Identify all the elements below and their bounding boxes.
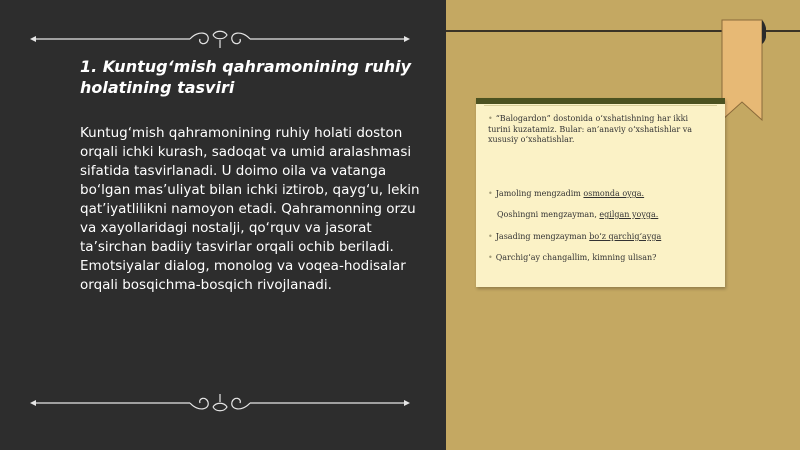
bullet-icon: •	[488, 189, 493, 198]
bullet-icon: •	[488, 253, 493, 262]
slide-body-text: Kuntug‘mish qahramonining ruhiy holati doston orqali ichki kurash, sadoqat va umid aralashmasi sifatida tasvirlanadi. U doimo oila va vatanga bo‘lgan mas’uliyat bilan ichki iztirob, qayg‘u, lekin qat’iyatlilikni namoyon etadi. Qahramonning orzu va xayollaridagi nostalji, qo‘rquv va jasorat ta’sirchan badiiy tasvirlar orqali ochib beriladi. Emotsiyalar dialog, monolog va voqea-hodisalar orqali bosqichma-bosqich rivojlanadi.	[80, 125, 420, 293]
card-intro: • “Balogardon” dostonida o‘xshatishning har ikki turini kuzatamiz. Bular: an’anaviy o‘xshatishlar va xususiy o‘xshatishlar.	[488, 114, 693, 144]
bullet-icon: •	[488, 114, 493, 123]
top-flourish-divider-icon	[30, 28, 410, 50]
bookmark-ribbon-icon	[718, 18, 766, 122]
card-line-4: • Qarchig‘ay changallim, kimning ulisan?	[488, 253, 657, 262]
bullet-icon: •	[488, 232, 493, 241]
card-line-2: Qoshingni mengzayman, egilgan yoyga.	[497, 210, 659, 219]
quote-card	[476, 98, 725, 287]
card-line-3: • Jasading mengzayman bo‘z qarchig‘ayga	[488, 232, 662, 241]
card-line-1: • Jamoling mengzadim osmonda oyga.	[488, 189, 645, 198]
slide-title: 1. Kuntug‘mish qahramonining ruhiy holatining tasviri	[80, 57, 412, 97]
card-top-bar	[476, 98, 725, 104]
bottom-flourish-divider-icon	[30, 392, 410, 414]
card-divider	[484, 105, 717, 106]
